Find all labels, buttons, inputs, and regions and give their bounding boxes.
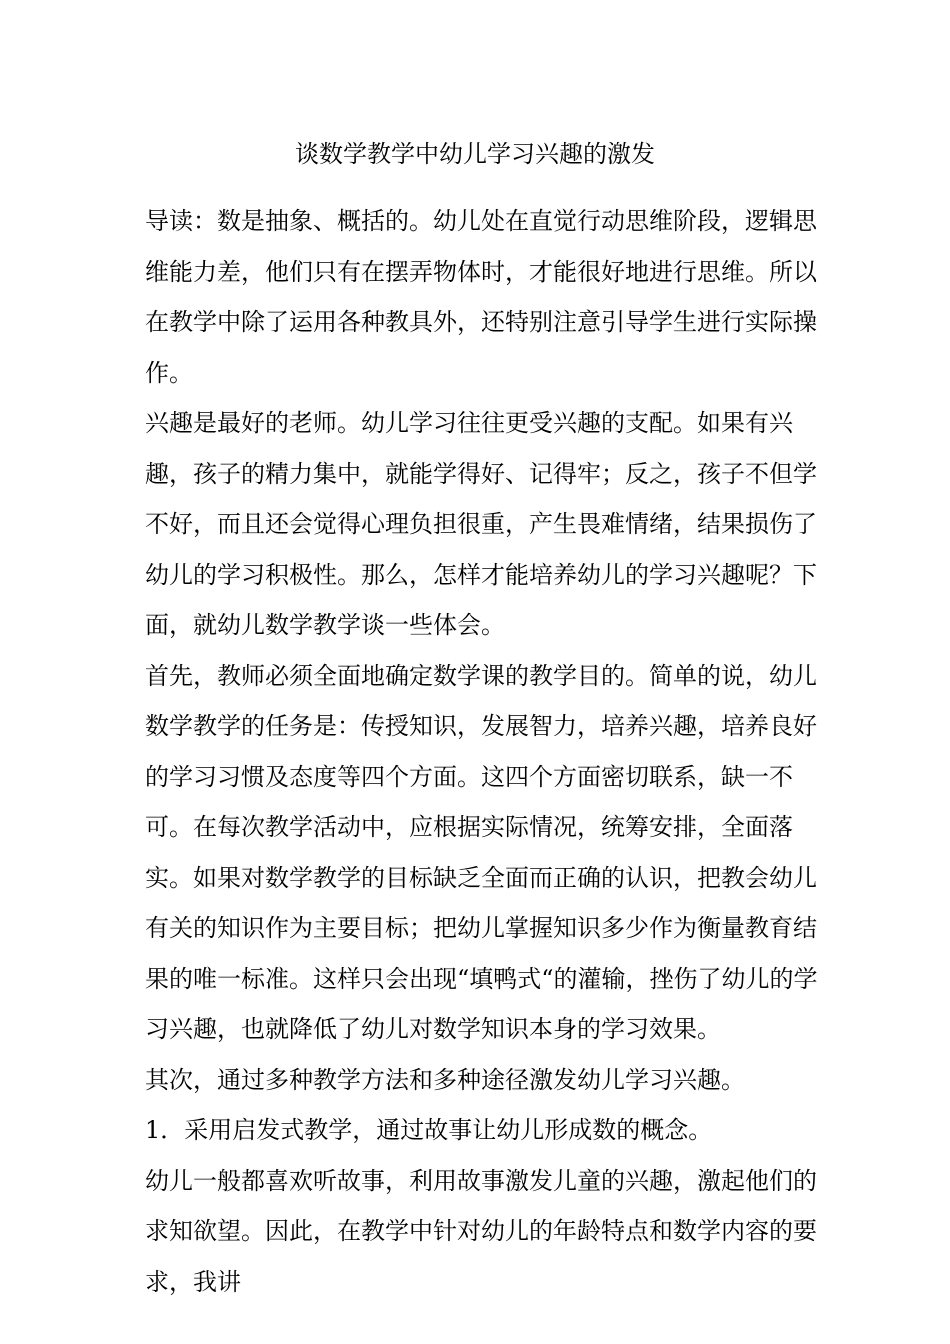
document-body (145, 196, 820, 1307)
paragraph-story: 幼儿一般都喜欢听故事，利用故事激发儿童的兴趣，激起他们的求知欲望。因此，在教学中针对幼儿的年龄特点和数学内容的要求，我讲 (145, 1166, 817, 1296)
paragraph-method-1: 1．采用启发式教学，通过故事让幼儿形成数的概念。 (145, 1116, 713, 1144)
paragraph-intro: 导读：数是抽象、概括的。幼儿处在直觉行动思维阶段，逻辑思维能力差，他们只有在摆弄物体时，才能很好地进行思维。所以在教学中除了运用各种教具外，还特别注意引导学生进行实际操作。 (145, 207, 817, 387)
paragraph-first: 首先，教师必须全面地确定数学课的教学目的。简单的说，幼儿数学教学的任务是：传授知识，发展智力，培养兴趣，培养良好的学习习惯及态度等四个方面。这四个方面密切联系，缺一不可。在每次教学活动中，应根据实际情况，统筹安排，全面落实。如果对数学教学的目标缺乏全面而正确的认识，把教会幼儿有关的知识作为主要目标；把幼儿掌握知识多少作为衡量教育结果的唯一标准。这样只会出现“填鸭式“的灌输，挫伤了幼儿的学习兴趣，也就降低了幼儿对数学知识本身的学习效果。 (145, 661, 818, 1043)
paragraph-second: 其次，通过多种教学方法和多种途径激发幼儿学习兴趣。 (145, 1065, 745, 1094)
paragraph-interest: 兴趣是最好的老师。幼儿学习往往更受兴趣的支配。如果有兴趣，孩子的精力集中，就能学得好、记得牢；反之，孩子不但学不好，而且还会觉得心理负担很重，产生畏难情绪，结果损伤了幼儿的学习积极性。那么，怎样才能培养幼儿的学习兴趣呢？下面，就幼儿数学教学谈一些体会。 (145, 409, 817, 639)
document-title: 谈数学教学中幼儿学习兴趣的激发 (295, 140, 655, 168)
